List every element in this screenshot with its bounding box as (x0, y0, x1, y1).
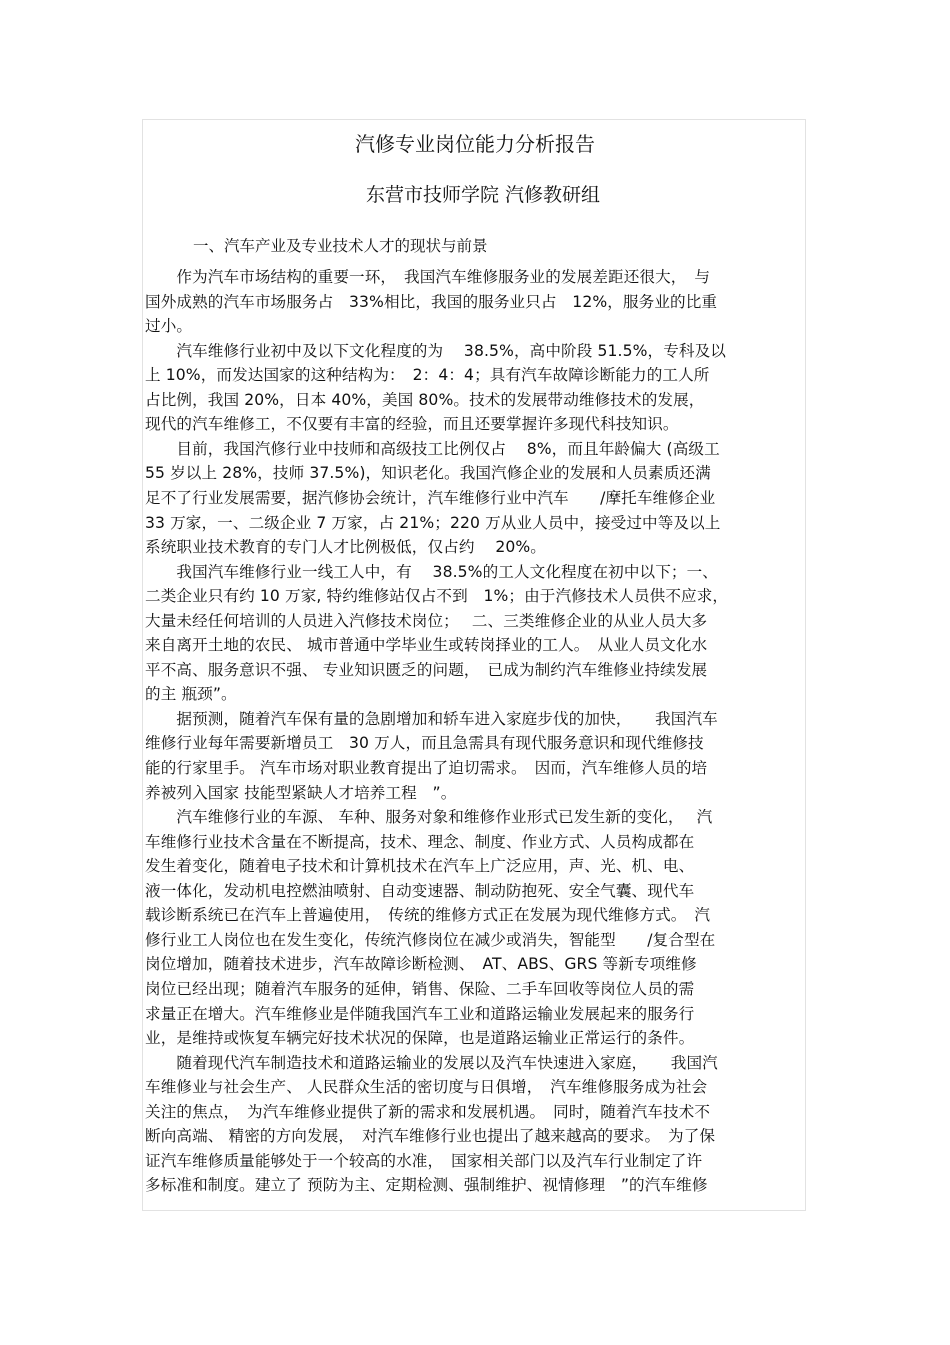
text-line: 汽车维修行业初中及以下文化程度的为 38.5%，高中阶段 51.5%，专科及以 (145, 341, 727, 360)
text-line: 过小。 (145, 317, 193, 336)
text-line: 液一体化，发动机电控燃油喷射、自动变速器、制动防抱死、安全气囊、现代车 (145, 881, 695, 900)
text-line: 系统职业技术教育的专门人才比例极低，仅占约 20%。 (145, 538, 546, 557)
text-line: 我国汽车维修行业一线工人中，有 38.5%的工人文化程度在初中以下；一、 (145, 562, 718, 581)
text-line: 大量未经任何培训的人员进入汽修技术岗位； 二、三类维修企业的从业人员大多 (145, 611, 708, 630)
document-title: 汽修专业岗位能力分析报告 (355, 132, 595, 156)
text-line: 上 10%，而发达国家的这种结构为： 2：4：4；具有汽车故障诊断能力的工人所 (145, 366, 710, 385)
document-subtitle: 东营市技师学院 汽修教研组 (365, 184, 601, 206)
text-line: 足不了行业发展需要，据汽修协会统计，汽车维修行业中汽车 /摩托车维修企业 (145, 488, 716, 507)
text-line: 多标准和制度。建立了 预防为主、定期检测、强制维护、视情修理 ”的汽车维修 (145, 1176, 708, 1195)
text-line: 求量正在增大。汽车维修业是伴随我国汽车工业和道路运输业发展起来的服务行 (145, 1004, 695, 1023)
text-line: 汽车维修行业的车源、 车种、服务对象和维修作业形式已发生新的变化， 汽 (145, 808, 713, 827)
text-line: 断向高端、 精密的方向发展， 对汽车维修行业也提出了越来越高的要求。 为了保 (145, 1127, 716, 1146)
text-line: 平不高、服务意识不强、 专业知识匮乏的问题， 已成为制约汽车维修业持续发展 (145, 660, 708, 679)
text-line: 证汽车维修质量能够处于一个较高的水准， 国家相关部门以及汽车行业制定了许 (145, 1151, 703, 1170)
text-line: 二类企业只有约 10 万家, 特约维修站仅占不到 1%；由于汽修技术人员供不应求， (145, 587, 729, 606)
text-line: 来自离开土地的农民、 城市普通中学毕业生或转岗择业的工人。 从业人员文化水 (145, 636, 708, 655)
text-line: 目前，我国汽修行业中技师和高级技工比例仅占 8%，而且年龄偏大 (高级工 (145, 439, 720, 458)
section-heading: 一、汽车产业及专业技术人才的现状与前景 (193, 237, 488, 255)
text-line: 车维修业与社会生产、 人民群众生活的密切度与日俱增， 汽车维修服务成为社会 (145, 1078, 708, 1097)
text-line: 关注的焦点， 为汽车维修业提供了新的需求和发展机遇。 同时，随着汽车技术不 (145, 1102, 711, 1121)
text-line: 据预测，随着汽车保有量的急剧增加和轿车进入家庭步伐的加快， 我国汽车 (145, 709, 718, 728)
text-line: 车维修行业技术含量在不断提高，技术、理念、制度、作业方式、人员构成都在 (145, 832, 695, 851)
text-line: 岗位已经出现；随着汽车服务的延伸，销售、保险、二手车回收等岗位人员的需 (145, 979, 695, 998)
text-line: 现代的汽车维修工，不仅要有丰富的经验，而且还要掌握许多现代科技知识。 (145, 415, 679, 434)
text-line: 占比例，我国 20%，日本 40%，美国 80%。技术的发展带动维修技术的发展， (145, 390, 705, 409)
text-line: 修行业工人岗位也在发生变化，传统汽修岗位在减少或消失，智能型 /复合型在 (145, 930, 716, 949)
text-line: 发生着变化，随着电子技术和计算机技术在汽车上广泛应用，声、光、机、电、 (145, 857, 695, 876)
text-line: 作为汽车市场结构的重要一环， 我国汽车维修服务业的发展差距还很大， 与 (145, 268, 711, 286)
text-line: 随着现代汽车制造技术和道路运输业的发展以及汽车快速进入家庭， 我国汽 (145, 1053, 718, 1072)
text-line: 维修行业每年需要新增员工 30 万人，而且急需具有现代服务意识和现代维修技 (145, 734, 704, 753)
text-line: 养被列入国家 技能型紧缺人才培养工程 ”。 (145, 783, 457, 802)
text-line: 载诊断系统已在汽车上普遍使用， 传统的维修方式正在发展为现代维修方式。 汽 (145, 906, 711, 925)
text-line: 业，是维持或恢复车辆完好技术状况的保障，也是道路运输业正常运行的条件。 (145, 1029, 695, 1048)
text-line: 国外成熟的汽车市场服务占 33%相比，我国的服务业只占 12%，服务业的比重 (145, 292, 718, 311)
text-line: 能的行家里手。 汽车市场对职业教育提出了迫切需求。 因而，汽车维修人员的培 (145, 759, 708, 777)
text-line: 55 岁以上 28%，技师 37.5%)，知识老化。我国汽修企业的发展和人员素质还满 (145, 464, 711, 483)
text-line: 岗位增加，随着技术进步，汽车故障诊断检测、 AT、ABS、GRS 等新专项维修 (145, 955, 697, 974)
text-line: 的主 瓶颈”。 (145, 685, 237, 704)
text-line: 33 万家，一、二级企业 7 万家，占 21%；220 万从业人员中，接受过中等及以上 (145, 513, 721, 532)
